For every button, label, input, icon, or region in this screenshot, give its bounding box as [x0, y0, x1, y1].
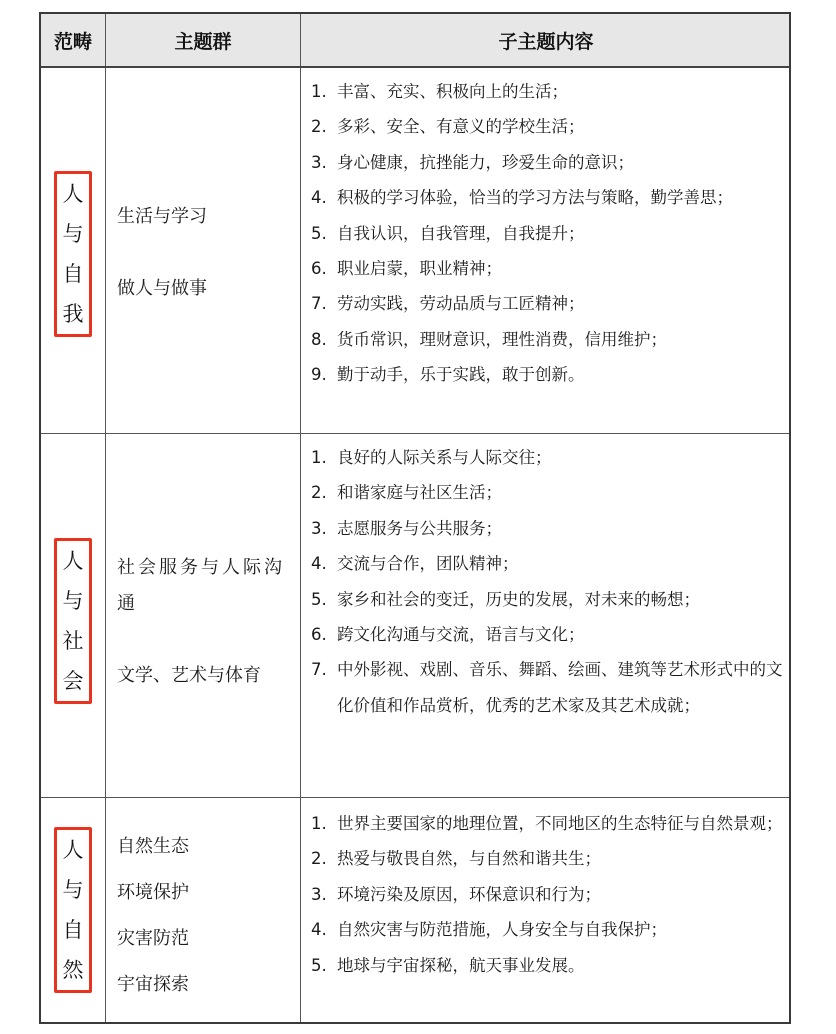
theme-item: 自然生态	[117, 836, 189, 857]
row-divider	[41, 797, 789, 798]
category-nature: 人 与 自 然	[54, 827, 92, 993]
list-item: 3. 环境污染及原因，环保意识和行为；	[311, 884, 601, 904]
subtopics-nature	[311, 806, 787, 983]
theme-item: 环境保护	[117, 882, 189, 903]
list-item: 4. 自然灾害与防范措施，人身安全与自我保护；	[311, 920, 667, 940]
header-divider	[41, 66, 789, 68]
list-item: 5. 自我认识，自我管理，自我提升；	[311, 223, 585, 243]
themes-self	[117, 199, 297, 307]
list-item: 5. 家乡和社会的变迁，历史的发展，对未来的畅想；	[311, 589, 700, 609]
list-item: 4. 交流与合作，团队精神；	[311, 554, 519, 574]
column-divider	[300, 14, 301, 1022]
subtopics-society	[311, 440, 787, 723]
list-item: 2. 多彩、安全、有意义的学校生活；	[311, 117, 585, 137]
theme-item: 做人与做事	[117, 278, 207, 299]
column-divider	[105, 14, 106, 1022]
header-theme-group: 主题群	[174, 30, 232, 53]
category-self: 人 与 自 我	[54, 171, 92, 337]
row-divider	[41, 433, 789, 434]
list-item: 7. 中外影视、戏剧、音乐、舞蹈、绘画、建筑等艺术形式中的文化价值和作品赏析，优秀的艺术家及其艺术成就；	[311, 660, 783, 715]
list-item: 3. 志愿服务与公共服务；	[311, 518, 502, 538]
list-item: 2. 和谐家庭与社区生活；	[311, 483, 502, 503]
list-item: 8. 货币常识，理财意识，理性消费，信用维护；	[311, 329, 667, 349]
list-item: 7. 劳动实践，劳动品质与工匠精神；	[311, 294, 585, 314]
list-item: 1. 世界主要国家的地理位置，不同地区的生态特征与自然景观；	[311, 814, 783, 833]
themes-nature	[117, 824, 297, 1008]
list-item: 9. 勤于动手，乐于实践，敢于创新。	[311, 365, 585, 385]
list-item: 4. 积极的学习体验，恰当的学习方法与策略，勤学善思；	[311, 188, 733, 208]
theme-table	[39, 12, 791, 1024]
list-item: 3. 身心健康，抗挫能力，珍爱生命的意识；	[311, 152, 634, 172]
subtopics-self	[311, 74, 787, 393]
theme-item: 文学、艺术与体育	[117, 665, 261, 686]
theme-item: 宇宙探索	[117, 974, 189, 995]
theme-item: 灾害防范	[117, 928, 189, 949]
list-item: 1. 丰富、充实、积极向上的生活；	[311, 82, 568, 101]
list-item: 5. 地球与宇宙探秘，航天事业发展。	[311, 955, 585, 975]
theme-item: 社会服务与人际沟通	[117, 557, 285, 614]
themes-society	[117, 550, 293, 694]
list-item: 6. 职业启蒙，职业精神；	[311, 259, 502, 279]
header-category: 范畴	[53, 30, 92, 53]
list-item: 1. 良好的人际关系与人际交往；	[311, 448, 552, 467]
theme-item: 生活与学习	[117, 206, 207, 227]
list-item: 6. 跨文化沟通与交流，语言与文化；	[311, 625, 585, 645]
list-item: 2. 热爱与敬畏自然，与自然和谐共生；	[311, 849, 601, 869]
header-subtopics: 子主题内容	[498, 30, 594, 53]
category-society: 人 与 社 会	[54, 538, 92, 704]
